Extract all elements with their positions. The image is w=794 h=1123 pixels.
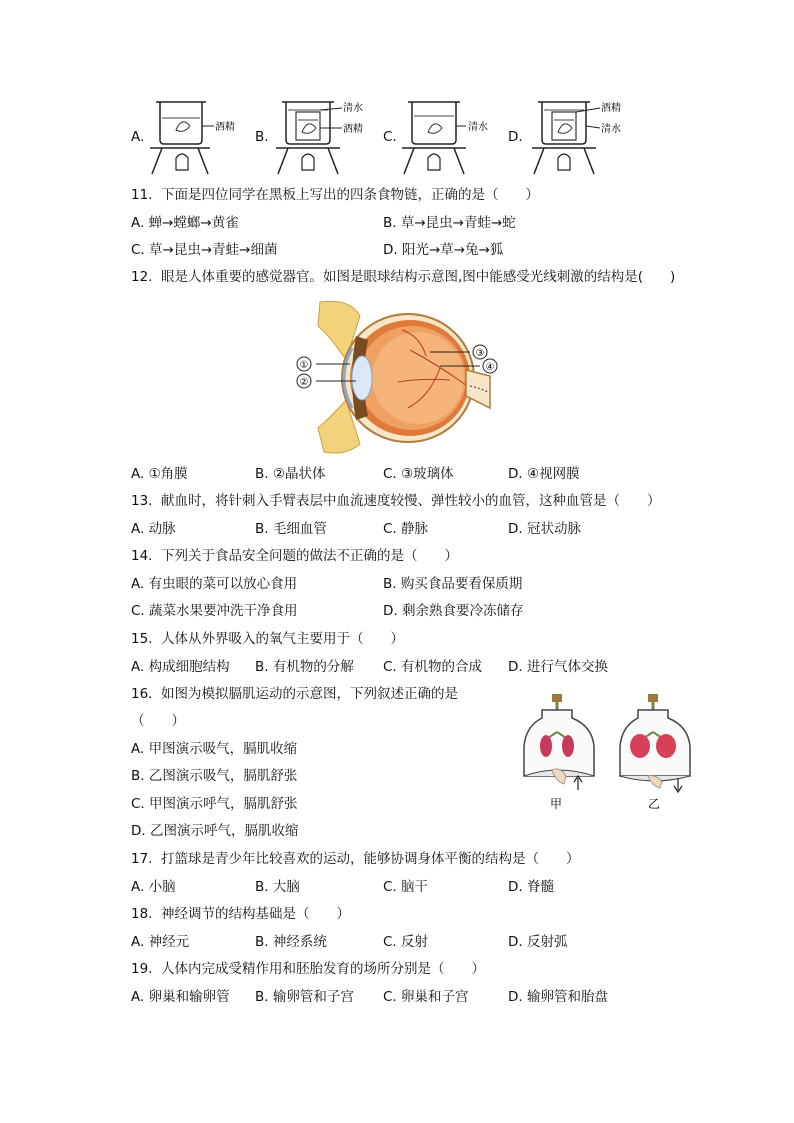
q14-option-b[interactable]: B. 购买食品要看保质期 xyxy=(383,576,523,592)
q16-text: 如图为模拟膈肌运动的示意图，下列叙述正确的是 xyxy=(161,686,458,702)
q11-option-b[interactable]: B. 草→昆虫→青蛙→蛇 xyxy=(383,215,516,231)
q19-text: 人体内完成受精作用和胚胎发育的场所分别是（ ） xyxy=(161,961,485,977)
q18-text: 神经调节的结构基础是（ ） xyxy=(161,906,350,922)
q19-number: 19. xyxy=(131,961,153,977)
q11-option-a[interactable]: A. 蝉→螳螂→黄雀 xyxy=(131,215,239,231)
q11-text: 下面是四位同学在黑板上写出的四条食物链，正确的是（ ） xyxy=(161,187,539,203)
q15-option-b[interactable]: B. 有机物的分解 xyxy=(255,659,354,675)
q17-text: 打篮球是青少年比较喜欢的运动，能够协调身体平衡的结构是（ ） xyxy=(161,851,580,867)
q19-option-b[interactable]: B. 输卵管和子宫 xyxy=(255,989,354,1005)
eyeball-diagram xyxy=(290,296,500,458)
q17-option-b[interactable]: B. 大脑 xyxy=(255,879,300,895)
q11-option-c[interactable]: C. 草→昆虫→青蛙→细菌 xyxy=(131,242,278,258)
q19-option-a[interactable]: A. 卵巢和输卵管 xyxy=(131,989,230,1005)
q10-option-b-letter[interactable]: B. xyxy=(255,129,269,145)
q13-option-c[interactable]: C. 静脉 xyxy=(383,521,429,537)
q12-option-d[interactable]: D. ④视网膜 xyxy=(508,466,580,482)
diaphragm-label-yi: 乙 xyxy=(647,797,661,811)
q17-option-d[interactable]: D. 脊髓 xyxy=(508,879,554,895)
q12-stem xyxy=(131,268,675,286)
q10-option-c-letter[interactable]: C. xyxy=(383,129,397,145)
q10-d-label-2: 清水 xyxy=(601,124,621,135)
q15-option-d[interactable]: D. 进行气体交换 xyxy=(508,659,608,675)
q10-c-label-1: 清水 xyxy=(468,122,488,133)
diaphragm-model-diagram xyxy=(520,690,700,816)
q12-option-a[interactable]: A. ①角膜 xyxy=(131,466,188,482)
beaker-apparatus-c xyxy=(402,96,497,176)
q18-option-a[interactable]: A. 神经元 xyxy=(131,934,190,950)
q16-option-c[interactable]: C. 甲图演示呼气，膈肌舒张 xyxy=(131,796,298,812)
q16-option-b[interactable]: B. 乙图演示吸气，膈肌舒张 xyxy=(131,768,298,784)
q11-stem xyxy=(131,186,539,204)
q14-stem xyxy=(131,547,458,565)
q12-option-b[interactable]: B. ②晶状体 xyxy=(255,466,326,482)
q18-stem xyxy=(131,905,350,923)
q14-option-a[interactable]: A. 有虫眼的菜可以放心食用 xyxy=(131,576,298,592)
q18-number: 18. xyxy=(131,906,153,922)
q16-stem xyxy=(131,685,458,703)
beaker-apparatus-b xyxy=(276,96,376,176)
q10-b-label-1: 清水 xyxy=(343,103,363,114)
q19-option-c[interactable]: C. 卵巢和子宫 xyxy=(383,989,469,1005)
q10-a-label-1: 酒精 xyxy=(215,122,235,133)
q19-stem xyxy=(131,960,485,978)
q10-b-label-2: 酒精 xyxy=(343,124,363,135)
q13-text: 献血时，将针刺入手臂表层中血流速度较慢、弹性较小的血管，这种血管是（ ） xyxy=(161,493,661,509)
q14-number: 14. xyxy=(131,548,153,564)
q10-d-label-1: 酒精 xyxy=(601,103,621,114)
eye-marker-2: ② xyxy=(299,377,309,388)
q15-option-c[interactable]: C. 有机物的合成 xyxy=(383,659,483,675)
q13-stem xyxy=(131,492,661,510)
eye-marker-4: ④ xyxy=(485,362,495,373)
q11-option-d[interactable]: D. 阳光→草→兔→狐 xyxy=(383,242,504,258)
q10-option-d-letter[interactable]: D. xyxy=(508,129,523,145)
q15-text: 人体从外界吸入的氧气主要用于（ ） xyxy=(161,631,404,647)
q14-option-d[interactable]: D. 剩余熟食要冷冻储存 xyxy=(383,603,524,619)
q13-option-d[interactable]: D. 冠状动脉 xyxy=(508,521,581,537)
diaphragm-model-yi xyxy=(620,694,690,811)
q12-option-c[interactable]: C. ③玻璃体 xyxy=(383,466,454,482)
q16-option-a[interactable]: A. 甲图演示吸气，膈肌收缩 xyxy=(131,741,298,757)
q11-number: 11. xyxy=(131,187,153,203)
q18-option-c[interactable]: C. 反射 xyxy=(383,934,429,950)
q15-stem xyxy=(131,630,404,648)
beaker-apparatus-a xyxy=(148,96,243,176)
q10-option-a-letter[interactable]: A. xyxy=(131,129,145,145)
q19-option-d[interactable]: D. 输卵管和胎盘 xyxy=(508,989,608,1005)
beaker-apparatus-d xyxy=(532,96,632,176)
q16-option-d[interactable]: D. 乙图演示呼气，膈肌收缩 xyxy=(131,823,299,839)
eye-marker-1: ① xyxy=(299,360,309,371)
q18-option-d[interactable]: D. 反射弧 xyxy=(508,934,568,950)
q17-stem xyxy=(131,850,580,868)
q14-option-c[interactable]: C. 蔬菜水果要冲洗干净食用 xyxy=(131,603,298,619)
q12-text: 眼是人体重要的感觉器官。如图是眼球结构示意图,图中能感受光线刺激的结构是( ) xyxy=(161,269,676,285)
eye-marker-3: ③ xyxy=(475,348,485,359)
q13-option-a[interactable]: A. 动脉 xyxy=(131,521,176,537)
q16-number: 16. xyxy=(131,686,153,702)
q18-option-b[interactable]: B. 神经系统 xyxy=(255,934,327,950)
q16-answer-paren: （ ） xyxy=(131,713,185,729)
q17-option-c[interactable]: C. 脑干 xyxy=(383,879,429,895)
q14-text: 下列关于食品安全问题的做法不正确的是（ ） xyxy=(161,548,458,564)
q12-number: 12. xyxy=(131,269,153,285)
q13-option-b[interactable]: B. 毛细血管 xyxy=(255,521,327,537)
q17-option-a[interactable]: A. 小脑 xyxy=(131,879,176,895)
q13-number: 13. xyxy=(131,493,153,509)
q17-number: 17. xyxy=(131,851,153,867)
q15-number: 15. xyxy=(131,631,153,647)
diaphragm-model-jia xyxy=(524,694,594,811)
diaphragm-label-jia: 甲 xyxy=(549,797,563,811)
q15-option-a[interactable]: A. 构成细胞结构 xyxy=(131,659,230,675)
